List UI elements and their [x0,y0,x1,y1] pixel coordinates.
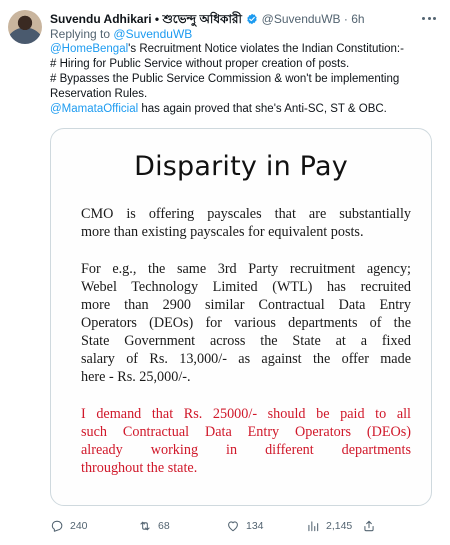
tweet-line-1: 's Recruitment Notice violates the Indian Constitution:- [128,43,404,55]
views-button[interactable] [306,518,352,534]
paragraph-1-line: CMO is offering payscales that are substantially [81,206,411,222]
paragraph-2-line: Operators (DEOs) for various departments of the [81,315,411,331]
more-options-icon[interactable] [422,12,436,24]
tweet-line-4: Reservation Rules. [50,88,148,100]
retweet-button[interactable] [138,518,170,534]
paragraph-2-line: here - Rs. 25,000/-. [81,369,191,385]
tweet-line-2: # Hiring for Public Service without proper creation of posts. [50,58,350,70]
paragraph-2-line: For e.g., the same 3rd Party recruitment agency; [81,261,411,277]
mention-mamataofficial[interactable]: @MamataOfficial [50,103,139,115]
avatar[interactable] [8,10,42,44]
share-button[interactable] [362,518,376,534]
paragraph-3-line: such Contractual Data Entry Operators (DEOs) [81,424,411,440]
image-paragraph-2 [81,260,411,386]
verified-badge-icon [246,13,258,25]
share-icon [362,519,376,533]
heart-icon [226,519,240,533]
reply-icon [50,519,64,533]
attached-image[interactable] [50,128,432,506]
tweet-actions [50,518,442,534]
paragraph-3-line: throughout the state. [81,460,198,476]
tweet-line-3: # Bypasses the Public Service Commission & won't be implementing [50,73,400,85]
tweet-line-5: has again proved that she's Anti-SC, ST & OBC. [138,103,387,115]
paragraph-3-line: I demand that Rs. 25000/- should be paid to all [81,406,411,422]
paragraph-1-line: more than existing payscales for equivalent posts. [81,224,364,240]
paragraph-2-line: salary of Rs. 13,000/- as against the offer made [81,351,411,367]
paragraph-2-line: Webel Technology Limited (WTL) has recruited [81,279,411,295]
author-name[interactable]: Suvendu Adhikari • শুভেন্দু অধিকারী [50,12,242,26]
paragraph-2-line: more than 2900 similar Contractual Data Entry [81,297,411,313]
views-icon [306,519,320,533]
reply-count: 240 [70,520,88,532]
views-count: 2,145 [326,520,353,532]
reply-button[interactable] [50,518,88,534]
like-count: 134 [246,520,264,532]
retweet-icon [138,519,152,533]
separator-dot: · [343,12,348,26]
replying-to-label: Replying to [50,27,111,41]
image-title: Disparity in Pay [134,151,348,182]
tweet-text [50,42,442,117]
mention-homebengal[interactable]: @HomeBengal [50,43,129,55]
replying-to-handle[interactable]: @SuvenduWB [113,27,193,41]
tweet-time[interactable]: 6h [351,12,365,26]
image-paragraph-demand [81,405,411,477]
paragraph-3-line: already working in different departments [81,442,411,458]
paragraph-2-line: State Government across the State at a fixed [81,333,411,349]
image-paragraph-1 [81,205,411,241]
retweet-count: 68 [158,520,170,532]
like-button[interactable] [226,518,264,534]
replying-to [50,26,192,42]
author-handle[interactable]: @SuvenduWB [261,12,341,26]
